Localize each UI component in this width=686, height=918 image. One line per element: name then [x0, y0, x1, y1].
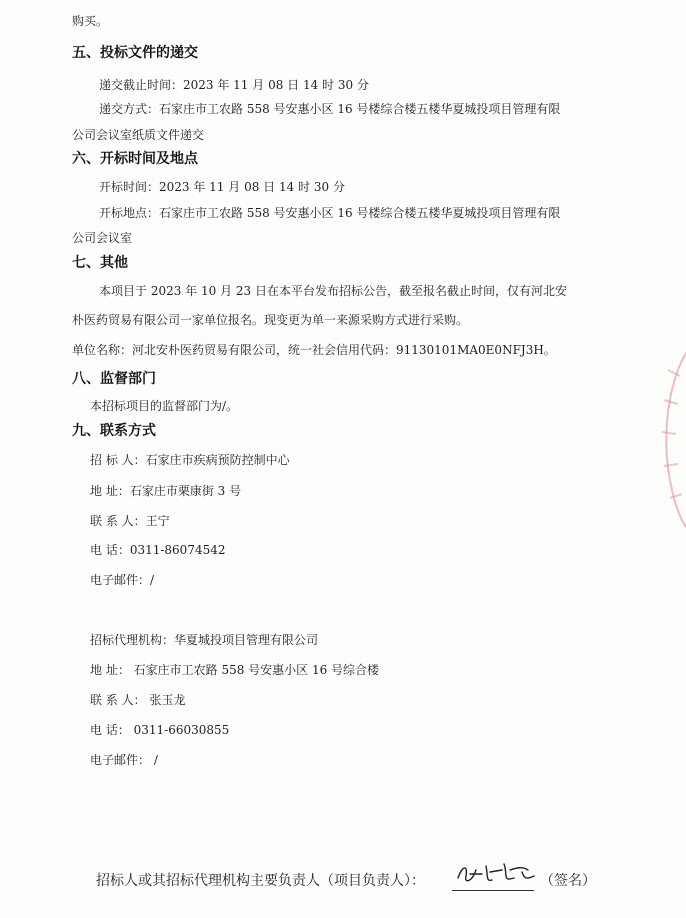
text-line: 购买。	[72, 14, 109, 28]
agency-email: 电子邮件： /	[90, 753, 158, 767]
section-heading-7: 七、其他	[72, 255, 128, 271]
signature-underline	[452, 890, 534, 891]
contact-phone: 电 话：0311-86074542	[90, 543, 226, 557]
contact-address: 地 址：石家庄市栗康街 3 号	[90, 484, 242, 498]
signature-suffix: （签名）	[540, 873, 596, 889]
contact-tenderer: 招 标 人：石家庄市疾病预防控制中心	[90, 453, 290, 467]
section-heading-9: 九、联系方式	[72, 423, 156, 439]
signature-label: 招标人或其招标代理机构主要负责人（项目负责人）：	[96, 873, 425, 889]
agency-contact: 联 系 人： 张玉龙	[90, 693, 186, 707]
text-line: 公司会议室	[72, 231, 133, 245]
text-line: 本招标项目的监督部门为/。	[90, 399, 239, 413]
handwritten-signature	[452, 856, 542, 892]
agency-address: 地 址： 石家庄市工农路 558 号安惠小区 16 号综合楼	[90, 663, 380, 677]
agency-name: 招标代理机构：华夏城投项目管理有限公司	[90, 633, 319, 647]
text-line: 本项目于 2023 年 10 月 23 日在本平台发布招标公告，截至报名截止时间，仅有河北安	[99, 284, 567, 298]
text-line: 递交截止时间：2023 年 11 月 08 日 14 时 30 分	[99, 78, 369, 92]
contact-person: 联 系 人：王宁	[90, 514, 170, 528]
agency-phone: 电 话： 0311-66030855	[90, 723, 230, 737]
text-line: 开标时间：2023 年 11 月 08 日 14 时 30 分	[99, 180, 345, 194]
text-line: 公司会议室纸质文件递交	[72, 128, 205, 142]
section-heading-6: 六、开标时间及地点	[72, 151, 198, 167]
section-heading-5: 五、投标文件的递交	[72, 45, 198, 61]
text-line: 单位名称：河北安朴医药贸易有限公司，统一社会信用代码：91130101MA0E0NFJ3H。	[72, 343, 556, 357]
red-seal-stamp	[648, 340, 686, 540]
section-heading-8: 八、监督部门	[72, 371, 156, 387]
contact-email: 电子邮件：/	[90, 573, 155, 587]
text-line: 递交方式：石家庄市工农路 558 号安惠小区 16 号楼综合楼五楼华夏城投项目管理有限	[99, 102, 561, 116]
text-line: 开标地点：石家庄市工农路 558 号安惠小区 16 号楼综合楼五楼华夏城投项目管理有限	[99, 206, 561, 220]
text-line: 朴医药贸易有限公司一家单位报名。现变更为单一来源采购方式进行采购。	[72, 313, 469, 327]
